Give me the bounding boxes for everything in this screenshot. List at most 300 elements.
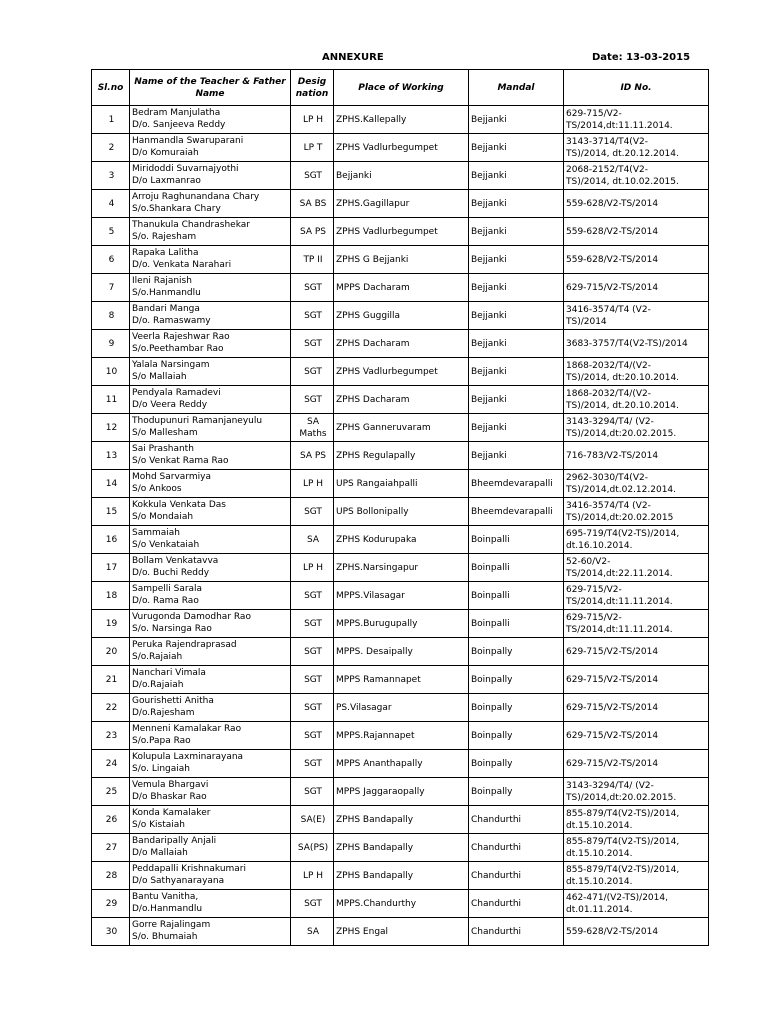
teacher-name: Sai Prashanth: [132, 444, 194, 454]
father-name: S/o Venkataiah: [132, 539, 200, 550]
designation: SGT: [304, 758, 322, 769]
table-row: [92, 106, 709, 134]
designation-cell: [291, 750, 334, 778]
id-cell: [564, 834, 709, 862]
teacher-name: Ileni Rajanish: [132, 276, 192, 286]
serial-number: 19: [92, 610, 130, 638]
place-of-working: ZPHS Bandapally: [334, 862, 469, 890]
teacher-name: Kokkula Venkata Das: [132, 500, 226, 510]
teacher-name: Bantu Vanitha,: [132, 892, 199, 902]
table-row: [92, 442, 709, 470]
father-name: D/o.Hanmandlu: [132, 903, 203, 914]
designation-cell: [291, 666, 334, 694]
id-cell: [564, 806, 709, 834]
mandal: Bejjanki: [469, 330, 564, 358]
place-of-working: ZPHS Regulapally: [334, 442, 469, 470]
serial-number: 28: [92, 862, 130, 890]
teacher-cell: [130, 554, 291, 582]
serial-number: 27: [92, 834, 130, 862]
table-row: [92, 274, 709, 302]
id-number-line1: 2962-3030/T4(V2-: [566, 472, 648, 483]
serial-number: 16: [92, 526, 130, 554]
teacher-name: Peddapalli Krishnakumari: [132, 864, 247, 874]
id-cell: [564, 778, 709, 806]
designation: LP H: [302, 562, 324, 573]
id-number-line1: 855-879/T4(V2-TS)/2014,: [566, 808, 680, 819]
mandal: Bheemdevarapalli: [469, 470, 564, 498]
designation: LP H: [302, 114, 324, 125]
designation: LP H: [302, 870, 324, 881]
place-of-working: ZPHS Vadlurbegumpet: [334, 218, 469, 246]
table-row: [92, 190, 709, 218]
id-number-line1: 3143-3294/T4/ (V2-: [566, 780, 654, 791]
designation-cell: [291, 470, 334, 498]
teacher-table: [91, 69, 709, 946]
table-row: [92, 890, 709, 918]
col-header-designation: [291, 70, 334, 106]
place-of-working: ZPHS.Gagillapur: [334, 190, 469, 218]
place-of-working: ZPHS.Narsingapur: [334, 554, 469, 582]
id-number-line1: 3416-3574/T4 (V2-: [566, 500, 651, 511]
designation: SGT: [304, 646, 322, 657]
place-of-working: MPPS Dacharam: [334, 274, 469, 302]
id-number: 629-715/V2-TS/2014: [566, 758, 659, 769]
teacher-name: Bandaripally Anjali: [132, 836, 217, 846]
father-name: D/o Laxmanrao: [132, 175, 201, 186]
place-of-working: ZPHS Guggilla: [334, 302, 469, 330]
teacher-name: Vemula Bhargavi: [132, 780, 209, 790]
designation-cell: [291, 778, 334, 806]
id-number: 629-715/V2-TS/2014: [566, 702, 659, 713]
table-row: [92, 218, 709, 246]
designation-cell: [291, 834, 334, 862]
serial-number: 9: [92, 330, 130, 358]
designation: SA BS: [299, 198, 327, 209]
place-of-working: ZPHS Vadlurbegumpet: [334, 358, 469, 386]
id-number: 716-783/V2-TS/2014: [566, 450, 659, 461]
id-cell: [564, 134, 709, 162]
teacher-cell: [130, 582, 291, 610]
id-number-line2: TS)/2014, dt.10.02.2015.: [566, 176, 679, 187]
teacher-name: Bandari Manga: [132, 304, 200, 314]
id-cell: [564, 330, 709, 358]
mandal: Boinpalli: [469, 554, 564, 582]
col-header-designation-line2: nation: [295, 88, 329, 99]
teacher-cell: [130, 638, 291, 666]
id-number-line1: 629-715/V2-: [566, 584, 622, 595]
teacher-name: Kolupula Laxminarayana: [132, 752, 244, 762]
designation-cell: [291, 386, 334, 414]
id-number-line2: TS/2014,dt:11.11.2014.: [566, 120, 673, 131]
mandal: Bejjanki: [469, 162, 564, 190]
teacher-cell: [130, 722, 291, 750]
id-number-line2: dt.01.11.2014.: [566, 904, 633, 915]
designation: SGT: [304, 730, 322, 741]
id-number-line1: 855-879/T4(V2-TS)/2014,: [566, 864, 680, 875]
table-row: [92, 498, 709, 526]
document-date: Date: 13-03-2015: [592, 52, 691, 63]
serial-number: 13: [92, 442, 130, 470]
teacher-name: Bedram Manjulatha: [132, 108, 221, 118]
designation: SGT: [304, 282, 322, 293]
id-number-line2: TS/2014,dt:22.11.2014.: [566, 568, 673, 579]
father-name: S/o.Hanmandlu: [132, 287, 201, 298]
mandal: Bejjanki: [469, 414, 564, 442]
father-name: S/o Ankoos: [132, 483, 182, 494]
place-of-working: MPPS.Rajannapet: [334, 722, 469, 750]
teacher-cell: [130, 358, 291, 386]
father-name: D/o Veera Reddy: [132, 399, 208, 410]
serial-number: 2: [92, 134, 130, 162]
teacher-name: Peruka Rajendraprasad: [132, 640, 237, 650]
id-number-line1: 52-60/V2-: [566, 556, 611, 567]
designation-cell: [291, 274, 334, 302]
teacher-cell: [130, 610, 291, 638]
serial-number: 11: [92, 386, 130, 414]
mandal: Bejjanki: [469, 106, 564, 134]
mandal: Bejjanki: [469, 358, 564, 386]
father-name: D/o Mallaiah: [132, 847, 188, 858]
teacher-cell: [130, 442, 291, 470]
father-name: D/o. Buchi Reddy: [132, 567, 210, 578]
serial-number: 4: [92, 190, 130, 218]
designation: LP T: [303, 142, 323, 153]
serial-number: 20: [92, 638, 130, 666]
place-of-working: MPPS.Vilasagar: [334, 582, 469, 610]
table-row: [92, 778, 709, 806]
id-number-line1: 629-715/V2-: [566, 612, 622, 623]
place-of-working: ZPHS Dacharam: [334, 386, 469, 414]
designation: SA(E): [300, 814, 326, 825]
id-cell: [564, 162, 709, 190]
teacher-cell: [130, 526, 291, 554]
designation: SA: [306, 416, 320, 427]
id-number-line1: 462-471/(V2-TS)/2014,: [566, 892, 668, 903]
designation: SA PS: [299, 226, 327, 237]
id-number-line2: dt.15.10.2014.: [566, 820, 633, 831]
mandal: Bejjanki: [469, 246, 564, 274]
id-cell: [564, 218, 709, 246]
designation: SA PS: [299, 450, 327, 461]
mandal: Boinpally: [469, 778, 564, 806]
mandal: Bejjanki: [469, 218, 564, 246]
designation-cell: [291, 890, 334, 918]
id-number-line1: 855-879/T4(V2-TS)/2014,: [566, 836, 680, 847]
teacher-name: Pendyala Ramadevi: [132, 388, 221, 398]
designation-cell: [291, 554, 334, 582]
teacher-cell: [130, 246, 291, 274]
serial-number: 21: [92, 666, 130, 694]
designation-cell: [291, 106, 334, 134]
father-name: D/o.Rajaiah: [132, 679, 184, 690]
id-number-line1: 3143-3714/T4(V2-: [566, 136, 648, 147]
mandal: Chandurthi: [469, 890, 564, 918]
designation: SGT: [304, 590, 322, 601]
teacher-cell: [130, 890, 291, 918]
serial-number: 30: [92, 918, 130, 946]
id-cell: [564, 694, 709, 722]
mandal: Boinpally: [469, 694, 564, 722]
place-of-working: PS.Vilasagar: [334, 694, 469, 722]
header-row: [92, 70, 709, 106]
table-row: [92, 134, 709, 162]
id-cell: [564, 190, 709, 218]
designation: SGT: [304, 898, 322, 909]
table-row: [92, 610, 709, 638]
place-of-working: UPS Bollonipally: [334, 498, 469, 526]
col-header-slno: Sl.no: [92, 70, 130, 106]
father-name: D/o Komuraiah: [132, 147, 199, 158]
teacher-name: Sampelli Sarala: [132, 584, 203, 594]
place-of-working: MPPS.Chandurthy: [334, 890, 469, 918]
teacher-name: Thanukula Chandrashekar: [132, 220, 250, 230]
designation: SGT: [304, 506, 322, 517]
designation-cell: [291, 414, 334, 442]
table-row: [92, 722, 709, 750]
id-number-line1: 1868-2032/T4/(V2-: [566, 360, 651, 371]
father-name: D/o. Venkata Narahari: [132, 259, 232, 270]
place-of-working: ZPHS Kodurupaka: [334, 526, 469, 554]
mandal: Boinpalli: [469, 582, 564, 610]
mandal: Boinpalli: [469, 526, 564, 554]
teacher-cell: [130, 386, 291, 414]
designation: SGT: [304, 170, 322, 181]
id-cell: [564, 274, 709, 302]
designation-cell: [291, 918, 334, 946]
teacher-name: Hanmandla Swaruparani: [132, 136, 244, 146]
id-cell: [564, 302, 709, 330]
designation-cell: [291, 162, 334, 190]
designation: SGT: [304, 674, 322, 685]
teacher-name: Rapaka Lalitha: [132, 248, 199, 258]
serial-number: 12: [92, 414, 130, 442]
id-number-line1: 695-719/T4(V2-TS)/2014,: [566, 528, 680, 539]
teacher-name: Gorre Rajalingam: [132, 920, 211, 930]
table-row: [92, 302, 709, 330]
father-name: S/o.Rajaiah: [132, 651, 183, 662]
teacher-name: Vurugonda Damodhar Rao: [132, 612, 251, 622]
mandal: Bejjanki: [469, 134, 564, 162]
teacher-cell: [130, 106, 291, 134]
annexure-title: ANNEXURE: [322, 52, 384, 63]
serial-number: 26: [92, 806, 130, 834]
mandal: Bejjanki: [469, 302, 564, 330]
teacher-cell: [130, 330, 291, 358]
designation: SGT: [304, 702, 322, 713]
id-cell: [564, 582, 709, 610]
teacher-cell: [130, 666, 291, 694]
designation-cell: [291, 862, 334, 890]
table-row: [92, 750, 709, 778]
designation-cell: [291, 806, 334, 834]
table-row: [92, 330, 709, 358]
table-row: [92, 162, 709, 190]
father-name: D/o.Rajesham: [132, 707, 195, 718]
mandal: Boinpally: [469, 750, 564, 778]
id-number-line1: 3143-3294/T4/ (V2-: [566, 416, 654, 427]
serial-number: 18: [92, 582, 130, 610]
mandal: Chandurthi: [469, 862, 564, 890]
table-row: [92, 638, 709, 666]
designation: SGT: [304, 786, 322, 797]
mandal: Bejjanki: [469, 386, 564, 414]
place-of-working: MPPS Jaggaraopally: [334, 778, 469, 806]
designation-cell: [291, 330, 334, 358]
teacher-cell: [130, 778, 291, 806]
teacher-name: Thodupunuri Ramanjaneyulu: [132, 416, 263, 426]
place-of-working: ZPHS Engal: [334, 918, 469, 946]
table-row: [92, 386, 709, 414]
mandal: Boinpally: [469, 666, 564, 694]
id-cell: [564, 470, 709, 498]
id-number: 3683-3757/T4(V2-TS)/2014: [566, 338, 688, 349]
serial-number: 1: [92, 106, 130, 134]
designation-cell: [291, 610, 334, 638]
col-header-mandal: Mandal: [469, 70, 564, 106]
teacher-cell: [130, 834, 291, 862]
serial-number: 24: [92, 750, 130, 778]
designation: LP H: [302, 478, 324, 489]
teacher-name: Konda Kamalaker: [132, 808, 211, 818]
place-of-working: ZPHS Dacharam: [334, 330, 469, 358]
id-number: 559-628/V2-TS/2014: [566, 254, 659, 265]
designation: TP II: [303, 254, 323, 265]
table-row: [92, 246, 709, 274]
col-header-id: ID No.: [564, 70, 709, 106]
mandal: Bejjanki: [469, 274, 564, 302]
serial-number: 8: [92, 302, 130, 330]
teacher-cell: [130, 218, 291, 246]
table-row: [92, 582, 709, 610]
id-number-line2: TS)/2014,dt:20.02.2015: [566, 512, 674, 523]
id-number-line1: 3416-3574/T4 (V2-: [566, 304, 651, 315]
id-number-line2: TS)/2014,dt:20.02.2015.: [566, 428, 677, 439]
serial-number: 14: [92, 470, 130, 498]
designation: SA: [306, 926, 320, 937]
father-name: S/o. Lingaiah: [132, 763, 190, 774]
table-row: [92, 526, 709, 554]
place-of-working: ZPHS Ganneruvaram: [334, 414, 469, 442]
father-name: S/o. Rajesham: [132, 231, 197, 242]
teacher-cell: [130, 302, 291, 330]
col-header-designation-line1: Desig: [297, 76, 327, 87]
designation: SA: [306, 534, 320, 545]
table-row: [92, 414, 709, 442]
teacher-cell: [130, 806, 291, 834]
place-of-working: ZPHS.Kallepally: [334, 106, 469, 134]
designation-cell: [291, 722, 334, 750]
place-of-working: ZPHS Bandapally: [334, 806, 469, 834]
teacher-name: Gourishetti Anitha: [132, 696, 214, 706]
table-row: [92, 554, 709, 582]
father-name: S/o Mondaiah: [132, 511, 194, 522]
id-number-line2: dt.15.10.2014.: [566, 848, 633, 859]
id-number-line2: TS)/2014,dt:20.02.2015.: [566, 792, 677, 803]
father-name: D/o Sathyanarayana: [132, 875, 225, 886]
id-number: 559-628/V2-TS/2014: [566, 926, 659, 937]
id-cell: [564, 442, 709, 470]
teacher-name: Arroju Raghunandana Chary: [132, 192, 260, 202]
id-number: 559-628/V2-TS/2014: [566, 198, 659, 209]
mandal: Chandurthi: [469, 834, 564, 862]
teacher-name: Miridoddi Suvarnajyothi: [132, 164, 239, 174]
place-of-working: UPS Rangaiahpalli: [334, 470, 469, 498]
designation-cell: [291, 582, 334, 610]
id-number: 629-715/V2-TS/2014: [566, 730, 659, 741]
id-number: 629-715/V2-TS/2014: [566, 646, 659, 657]
mandal: Boinpalli: [469, 610, 564, 638]
place-of-working: MPPS.Burugupally: [334, 610, 469, 638]
teacher-cell: [130, 862, 291, 890]
serial-number: 10: [92, 358, 130, 386]
id-cell: [564, 750, 709, 778]
mandal: Chandurthi: [469, 806, 564, 834]
table-row: [92, 358, 709, 386]
id-number-line2: TS/2014,dt:11.11.2014.: [566, 624, 673, 635]
serial-number: 17: [92, 554, 130, 582]
father-name: S/o. Bhumaiah: [132, 931, 198, 942]
teacher-name: Veerla Rajeshwar Rao: [132, 332, 230, 342]
place-of-working: Bejjanki: [334, 162, 469, 190]
father-name: S/o.Shankara Chary: [132, 203, 221, 214]
id-cell: [564, 386, 709, 414]
id-cell: [564, 246, 709, 274]
id-number-line2: dt.16.10.2014.: [566, 540, 633, 551]
teacher-cell: [130, 694, 291, 722]
place-of-working: ZPHS Vadlurbegumpet: [334, 134, 469, 162]
id-cell: [564, 666, 709, 694]
designation-cell: [291, 694, 334, 722]
teacher-name: Nanchari Vimala: [132, 668, 206, 678]
id-cell: [564, 862, 709, 890]
id-number-line2: TS)/2014, dt.20.10.2014.: [566, 400, 679, 411]
serial-number: 22: [92, 694, 130, 722]
id-number-line2: dt.15.10.2014.: [566, 876, 633, 887]
father-name: D/o. Sanjeeva Reddy: [132, 119, 226, 130]
id-cell: [564, 526, 709, 554]
designation-cell: [291, 218, 334, 246]
designation-cell: [291, 190, 334, 218]
serial-number: 5: [92, 218, 130, 246]
father-name: D/o. Rama Rao: [132, 595, 199, 606]
id-cell: [564, 358, 709, 386]
id-number-line2: TS/2014,dt:11.11.2014.: [566, 596, 673, 607]
table-row: [92, 470, 709, 498]
id-number-line2: TS)/2014,dt.02.12.2014.: [566, 484, 677, 495]
teacher-cell: [130, 190, 291, 218]
mandal: Boinpally: [469, 722, 564, 750]
father-name: S/o. Narsinga Rao: [132, 623, 212, 634]
designation-cell: [291, 526, 334, 554]
teacher-cell: [130, 470, 291, 498]
teacher-cell: [130, 498, 291, 526]
place-of-working: MPPS Ramannapet: [334, 666, 469, 694]
teacher-cell: [130, 750, 291, 778]
table-row: [92, 694, 709, 722]
place-of-working: ZPHS G Bejjanki: [334, 246, 469, 274]
serial-number: 25: [92, 778, 130, 806]
father-name: D/o. Ramaswamy: [132, 315, 211, 326]
serial-number: 7: [92, 274, 130, 302]
id-number-line1: 2068-2152/T4(V2-: [566, 164, 648, 175]
id-number-line2: TS)/2014, dt.20.12.2014.: [566, 148, 679, 159]
designation: SGT: [304, 338, 322, 349]
serial-number: 29: [92, 890, 130, 918]
designation: SGT: [304, 366, 322, 377]
id-cell: [564, 106, 709, 134]
designation: SA(PS): [297, 842, 329, 853]
serial-number: 6: [92, 246, 130, 274]
